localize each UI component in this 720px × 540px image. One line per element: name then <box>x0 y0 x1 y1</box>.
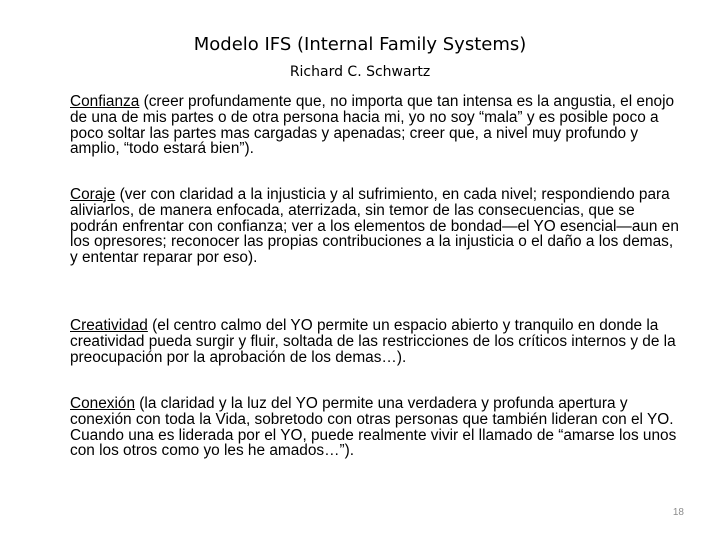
term-confianza: Confianza <box>70 93 140 110</box>
paragraph-text-conexion: (la claridad y la luz del YO permite una verdadera y profunda apertura y conexión con toda la Vida, sobretodo con otras personas que también lideran con el YO. Cuando una es liderada por el YO, puede realmente vivir el llamado de “amarse los unos con los otros como yo les he amados…”). <box>70 395 677 460</box>
paragraph-text-coraje: (ver con claridad a la injusticia y al sufrimiento, en cada nivel; respondiendo para aliviarlos, de manera enfocada, aterrizada, sin temor de las consecuencias, que se podrán enfrentar con confianza; ver a los elementos de bondad—el YO esencial—aun en los opresores; reconocer las propias contribuciones a la injusticia o el daño a los demas, y ententar reparar por eso). <box>70 186 679 267</box>
paragraph-conexion <box>70 396 682 459</box>
page-number: 18 <box>672 507 684 518</box>
paragraph-creatividad <box>70 318 682 365</box>
paragraph-text-creatividad: (el centro calmo del YO permite un espacio abierto y tranquilo en donde la creatividad pueda surgir y fluir, soltada de las restricciones de los críticos internos y de la preocupación por la aprobación de los demas…). <box>70 317 676 366</box>
paragraph-coraje <box>70 187 682 266</box>
slide-author: Richard C. Schwartz <box>289 64 431 80</box>
term-creatividad: Creatividad <box>70 317 148 334</box>
term-conexion: Conexión <box>70 395 136 412</box>
paragraph-text-confianza: (creer profundamente que, no importa que tan intensa es la angustia, el enojo de una de mis partes o de otra persona hacia mi, yo no soy “mala” y es posible poco a poco soltar las partes mas cargadas y apenadas; creer que, a nivel muy profundo y amplio, “todo estará bien”). <box>70 93 675 158</box>
term-coraje: Coraje <box>70 186 116 203</box>
paragraph-confianza <box>70 94 682 157</box>
slide-title: Modelo IFS (Internal Family Systems) <box>193 34 527 55</box>
